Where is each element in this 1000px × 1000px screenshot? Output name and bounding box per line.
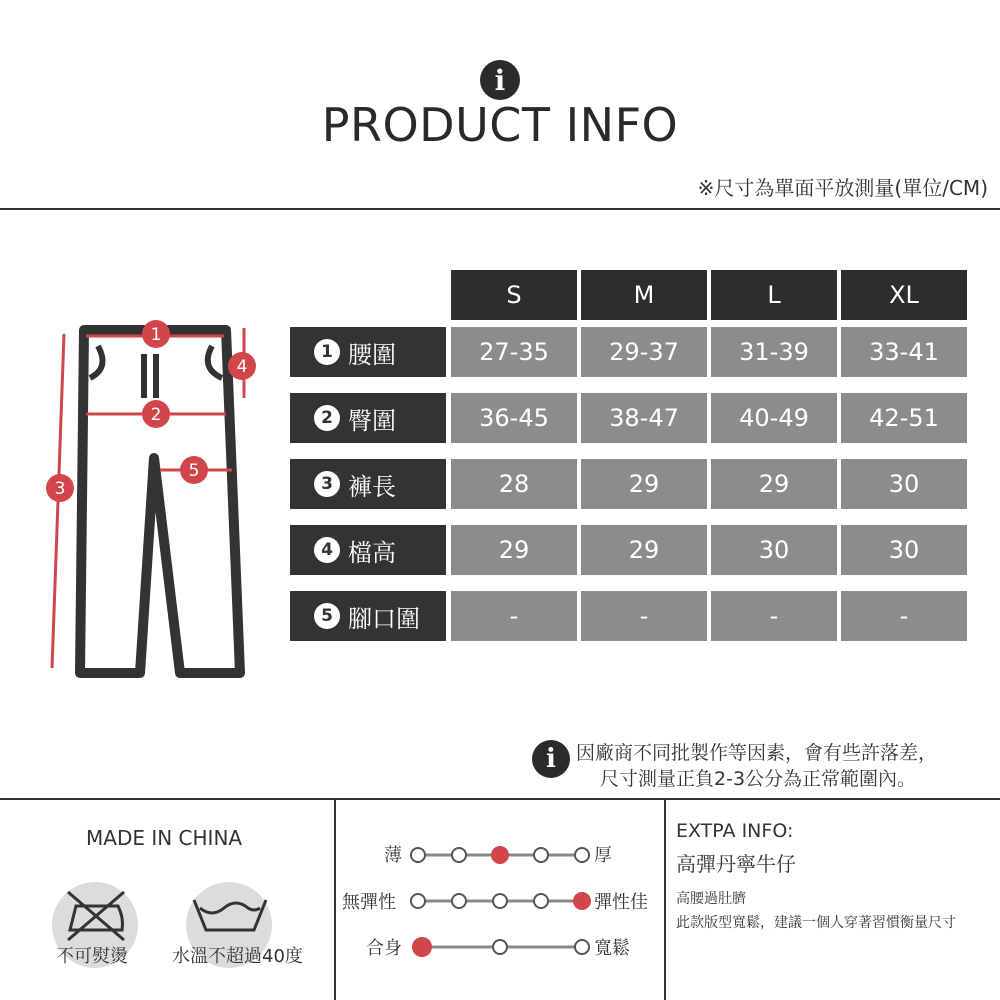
disclaimer-info-icon — [532, 740, 570, 778]
extra-info-line-1: 高腰過肚臍 — [676, 891, 746, 907]
scale-dot — [411, 848, 425, 862]
table-cell: 27-35 — [451, 327, 577, 377]
marker-1-label: 1 — [150, 325, 162, 345]
measurement-note: ※尺寸為單面平放測量(單位/CM) — [697, 176, 988, 200]
scale-stretch — [408, 886, 592, 916]
marker-3-label: 3 — [54, 479, 66, 499]
scale-dot-selected — [412, 937, 432, 957]
extra-info-line-2: 此款版型寬鬆，建議一個人穿著習慣衡量尺寸 — [676, 915, 956, 931]
pants-pocket-right — [208, 346, 222, 378]
row-number-3: 3 — [314, 471, 340, 497]
row-label-text: 臀圍 — [348, 406, 396, 435]
scale-fit-left: 合身 — [366, 938, 402, 959]
row-label-waist — [290, 327, 446, 377]
page-title: PRODUCT INFO — [321, 98, 679, 152]
row-number-2: 2 — [314, 405, 340, 431]
table-cell: 29 — [581, 525, 707, 575]
row-label-text: 褲長 — [348, 472, 396, 501]
table-cell: 29 — [711, 459, 837, 509]
scale-dot — [452, 848, 466, 862]
scale-stretch-right: 彈性佳 — [594, 892, 648, 913]
row-label-text: 腰圍 — [348, 340, 396, 369]
disclaimer-line-2: 尺寸測量正負2-3公分為正常範圍內。 — [600, 768, 917, 790]
row-number-4: 4 — [314, 537, 340, 563]
table-cell: 40-49 — [711, 393, 837, 443]
size-header-s: S — [451, 270, 577, 320]
scale-dot — [493, 894, 507, 908]
wash-40-icon — [188, 890, 272, 940]
row-number-1: 1 — [314, 339, 340, 365]
table-cell: 29 — [581, 459, 707, 509]
table-cell: 30 — [711, 525, 837, 575]
pants-diagram — [40, 318, 280, 688]
table-cell: - — [581, 591, 707, 641]
scale-dot-selected — [573, 892, 591, 910]
row-label-rise — [290, 525, 446, 575]
header-divider — [0, 208, 1000, 210]
row-label-text: 腳口圍 — [348, 604, 420, 633]
pants-fly — [144, 354, 156, 398]
scale-dot — [411, 894, 425, 908]
table-cell: 36-45 — [451, 393, 577, 443]
table-cell: 30 — [841, 459, 967, 509]
scale-dot-selected — [491, 846, 509, 864]
scale-thickness — [408, 840, 592, 870]
size-header-xl: XL — [841, 270, 967, 320]
extra-info-title: EXTPA INFO: — [676, 820, 794, 842]
row-label-length — [290, 459, 446, 509]
disclaimer-line-1: 因廠商不同批製作等因素，會有些許落差， — [576, 742, 938, 764]
table-cell: 30 — [841, 525, 967, 575]
table-cell: - — [451, 591, 577, 641]
bottom-col-divider-1 — [334, 798, 336, 1000]
size-header-m: M — [581, 270, 707, 320]
scale-dot — [534, 848, 548, 862]
table-cell: 38-47 — [581, 393, 707, 443]
marker-2-label: 2 — [150, 405, 162, 425]
table-cell: 31-39 — [711, 327, 837, 377]
info-icon — [480, 60, 520, 100]
wash-label: 水溫不超過40度 — [172, 946, 303, 967]
scale-fit-right: 寬鬆 — [594, 938, 630, 959]
table-cell: - — [711, 591, 837, 641]
scale-dot — [534, 894, 548, 908]
scale-stretch-left: 無彈性 — [342, 892, 396, 913]
made-in-label: MADE IN CHINA — [86, 826, 243, 850]
bottom-divider — [0, 798, 1000, 800]
table-cell: 33-41 — [841, 327, 967, 377]
scale-thickness-right: 厚 — [594, 845, 612, 866]
table-cell: 42-51 — [841, 393, 967, 443]
scale-dot — [575, 848, 589, 862]
size-header-l: L — [711, 270, 837, 320]
scale-dot — [575, 940, 589, 954]
scale-fit — [408, 932, 592, 962]
table-cell: 29-37 — [581, 327, 707, 377]
row-label-hem — [290, 591, 446, 641]
no-iron-icon — [60, 886, 132, 946]
bottom-col-divider-2 — [664, 798, 666, 1000]
row-label-hip — [290, 393, 446, 443]
row-number-5: 5 — [314, 603, 340, 629]
pants-outline — [80, 330, 240, 673]
table-cell: 28 — [451, 459, 577, 509]
pants-pocket-left — [90, 346, 103, 378]
scale-dot — [452, 894, 466, 908]
scale-thickness-left: 薄 — [384, 845, 402, 866]
extra-info-main: 高彈丹寧牛仔 — [676, 852, 796, 876]
table-cell: 29 — [451, 525, 577, 575]
disclaimer-icon-letter: i — [546, 744, 556, 774]
no-iron-label: 不可熨燙 — [56, 946, 128, 967]
table-cell: - — [841, 591, 967, 641]
marker-5-label: 5 — [188, 461, 200, 481]
info-icon-letter: i — [494, 63, 506, 97]
scale-dot — [493, 940, 507, 954]
marker-4-label: 4 — [236, 357, 248, 377]
row-label-text: 檔高 — [348, 538, 396, 567]
